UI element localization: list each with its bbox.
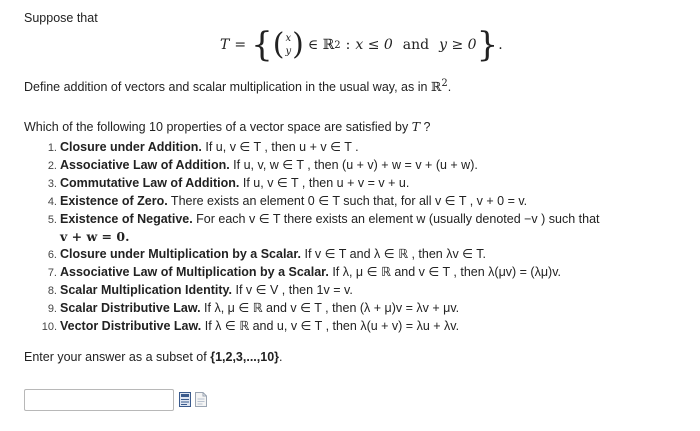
such-that-colon: : xyxy=(345,37,351,53)
property-number: 2. xyxy=(47,159,57,172)
property-number: 8. xyxy=(47,285,57,298)
property-body: If u, v, w ∈ T , then (u + v) + w = v + (u + w). xyxy=(229,157,478,172)
property-item-5-continuation xyxy=(40,228,600,246)
answer-instructions xyxy=(24,350,283,364)
condition-x: x ≤ 0 xyxy=(355,37,393,53)
property-item-2 xyxy=(40,157,600,175)
property-item-8 xyxy=(40,282,600,300)
property-body: If λ, μ ∈ ℝ and v ∈ T , then λ(μv) = (λμ)v. xyxy=(328,265,562,280)
in-space: ∈ ℝ xyxy=(307,37,335,53)
set-period: . xyxy=(498,37,503,53)
question-var: T xyxy=(411,119,421,134)
property-title: Scalar Distributive Law. xyxy=(60,301,201,316)
property-item-3 xyxy=(40,175,600,193)
right-brace: } xyxy=(476,25,499,65)
property-body: For each v ∈ T there exists an element w (usually denoted −v ) such that xyxy=(192,211,600,226)
property-item-1 xyxy=(40,139,600,157)
property-item-6 xyxy=(40,246,600,264)
property-title: Existence of Zero. xyxy=(60,193,168,208)
definition-exponent: 2 xyxy=(441,78,448,89)
property-title: Existence of Negative. xyxy=(60,211,193,226)
vector-bottom: y xyxy=(285,46,292,57)
definition-line xyxy=(24,78,451,94)
set-definition xyxy=(220,24,503,66)
property-number: 3. xyxy=(47,177,57,190)
answer-input[interactable] xyxy=(24,389,174,411)
property-title: Closure under Addition. xyxy=(60,140,202,154)
definition-text: Define addition of vectors and scalar multiplication in the usual way, as in xyxy=(24,80,431,95)
property-title: Commutative Law of Addition. xyxy=(60,175,240,190)
answer-instructions-end: . xyxy=(279,350,283,364)
property-item-9 xyxy=(40,300,600,318)
property-item-5 xyxy=(40,211,600,229)
property-body: If λ, μ ∈ ℝ and v ∈ T , then (λ + μ)v = λv + μv. xyxy=(200,301,460,316)
answer-instructions-text: Enter your answer as a subset of xyxy=(24,350,211,364)
property-number: 5. xyxy=(47,213,57,226)
vector-top: x xyxy=(285,33,292,44)
property-number: 9. xyxy=(47,303,57,316)
property-number: 6. xyxy=(47,249,57,262)
equals-sign: = xyxy=(234,37,247,53)
property-list xyxy=(40,139,600,336)
set-symbol: T xyxy=(220,37,230,53)
question-text: Which of the following 10 properties of a vector space are satisfied by xyxy=(24,120,412,134)
property-title: Closure under Multiplication by a Scalar. xyxy=(60,247,302,262)
property-title: Associative Law of Multiplication by a Scalar. xyxy=(60,265,329,280)
property-body: If v ∈ T and λ ∈ ℝ , then λv ∈ T. xyxy=(301,247,487,262)
left-paren: ( xyxy=(272,27,285,62)
right-paren: ) xyxy=(292,27,304,62)
property-title: Scalar Multiplication Identity. xyxy=(60,283,233,298)
property-body: If λ ∈ ℝ and u, v ∈ T , then λ(u + v) = λu + λv. xyxy=(201,318,460,333)
question-line xyxy=(24,119,430,134)
property-item-10 xyxy=(40,318,600,336)
preview-icon[interactable] xyxy=(179,392,191,407)
intro-text: Suppose that xyxy=(24,11,98,25)
property-number: 1. xyxy=(47,142,57,154)
property-item-7 xyxy=(40,264,600,282)
property-number: 4. xyxy=(47,195,57,208)
property-body: If u, v ∈ T , then u + v ∈ T . xyxy=(201,140,359,154)
question-end: ? xyxy=(420,120,431,134)
definition-end: . xyxy=(447,80,452,95)
help-icon[interactable] xyxy=(195,392,207,407)
property-title: Associative Law of Addition. xyxy=(60,157,230,172)
property-continuation: v + w = 0. xyxy=(60,229,130,245)
property-number: 7. xyxy=(47,267,57,280)
property-body: If v ∈ V , then 1v = v. xyxy=(232,283,353,298)
property-body: If u, v ∈ T , then u + v = v + u. xyxy=(239,175,410,190)
property-number: 10. xyxy=(41,320,57,333)
property-title: Vector Distributive Law. xyxy=(60,318,202,333)
condition-y: y ≥ 0 xyxy=(439,37,477,53)
column-vector xyxy=(285,32,291,58)
property-item-4 xyxy=(40,193,600,211)
answer-set: {1,2,3,...,10} xyxy=(210,350,280,364)
left-brace: { xyxy=(251,25,273,65)
property-body: There exists an element 0 ∈ T such that, for all v ∈ T , v + 0 = v. xyxy=(167,193,528,208)
and-word: and xyxy=(402,37,430,53)
space-exponent: 2 xyxy=(334,39,341,51)
definition-space: ℝ xyxy=(430,79,442,95)
